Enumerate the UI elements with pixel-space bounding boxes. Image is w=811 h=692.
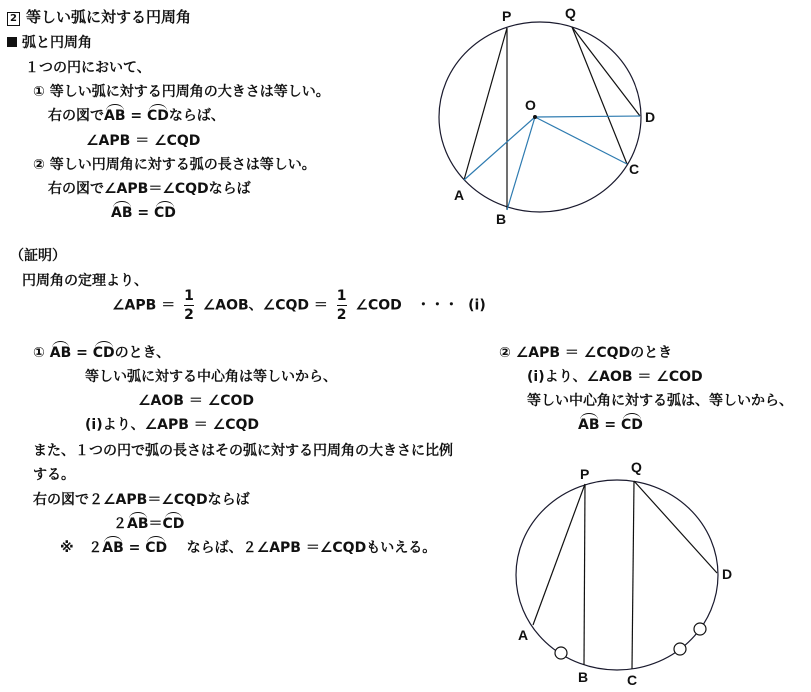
chord-qc [572, 27, 627, 164]
proof-heading: （証明） [10, 248, 66, 264]
label2-a: A [518, 627, 529, 643]
remark-line1: また、１つの円で弧の長さはその弧に対する円周角の大きさに比例 [33, 443, 453, 459]
theorem-item1-result: ∠APB ＝ ∠CQD [86, 133, 201, 149]
label2-p: P [580, 466, 590, 482]
section-number-box: 2 [7, 12, 20, 26]
theorem-intro: １つの円において、 [25, 60, 151, 76]
radius-ob [507, 117, 535, 210]
fraction-half: $\frac{1}{2}$ [184, 288, 194, 323]
case2-condition: ② ∠APB ＝ ∠CQDのとき [499, 345, 673, 361]
theorem-item1: ① 等しい弧に対する円周角の大きさは等しい。 [33, 84, 330, 100]
section-title: 2 等しい弧に対する円周角 [7, 8, 191, 26]
case1-line1: 等しい弧に対する中心角は等しいから、 [85, 369, 337, 385]
label-b: B [496, 211, 507, 227]
radius-od [535, 116, 640, 117]
case2-line2: 等しい中心角に対する弧は、等しいから、 [527, 393, 793, 409]
equal-arc-mark [674, 643, 686, 655]
arc-cd: CD [147, 108, 169, 124]
label-p: P [502, 8, 512, 24]
case1-condition: ① AB = CDのとき、 [33, 345, 171, 361]
case1-line2: ∠AOB ＝ ∠COD [138, 393, 255, 409]
theorem-item1-condition: 右の図でAB = CDならば、 [48, 108, 225, 124]
proof-intro: 円周角の定理より、 [22, 273, 148, 289]
label2-q: Q [631, 459, 642, 475]
proof-formula: ∠APB ＝ $\frac{1}{2}$ ∠AOB、∠CQD ＝ $\frac{1}{2}$ ∠COD ・・・ (i) [112, 288, 486, 323]
circle-2 [516, 480, 718, 670]
radius-oa [464, 117, 535, 180]
remark-line3: 右の図で２∠APB＝∠CQDならば [33, 492, 250, 508]
theorem-item2: ② 等しい円周角に対する弧の長さは等しい。 [33, 157, 316, 173]
remark-line2: する。 [33, 467, 75, 483]
equal-arc-mark [555, 647, 567, 659]
chord2-qc [632, 481, 634, 669]
case2-line3: AB = CD [578, 417, 643, 433]
remark-line4: ２AB＝CD [113, 516, 185, 532]
label2-d: D [722, 566, 733, 582]
arc-ab: AB [104, 108, 126, 124]
theorem-item2-result: AB = CD [111, 205, 176, 221]
chord-pa [464, 28, 507, 180]
label-d: D [645, 109, 656, 125]
theorem-item2-condition: 右の図で∠APB＝∠CQDならば [48, 181, 251, 197]
case2-line1: (i)より、∠AOB ＝ ∠COD [527, 369, 703, 385]
label2-b: B [578, 669, 589, 685]
subheading: 弧と円周角 [7, 34, 92, 52]
label-o: O [525, 97, 536, 113]
remark-note: ※ ２AB = CD ならば、２∠APB ＝∠CQDもいえる。 [60, 540, 437, 556]
equal-arc-mark [694, 623, 706, 635]
chord2-pb [584, 484, 585, 665]
label2-c: C [627, 672, 638, 688]
case1-line3: (i)より、∠APB ＝ ∠CQD [85, 417, 260, 433]
center-point [533, 115, 537, 119]
fraction-half: $\frac{1}{2}$ [336, 288, 347, 323]
label-c: C [629, 161, 640, 177]
radius-oc [535, 117, 627, 164]
chord2-pa [533, 484, 585, 625]
label-a: A [454, 187, 465, 203]
chord-qd [572, 27, 640, 116]
label-q: Q [565, 5, 576, 21]
